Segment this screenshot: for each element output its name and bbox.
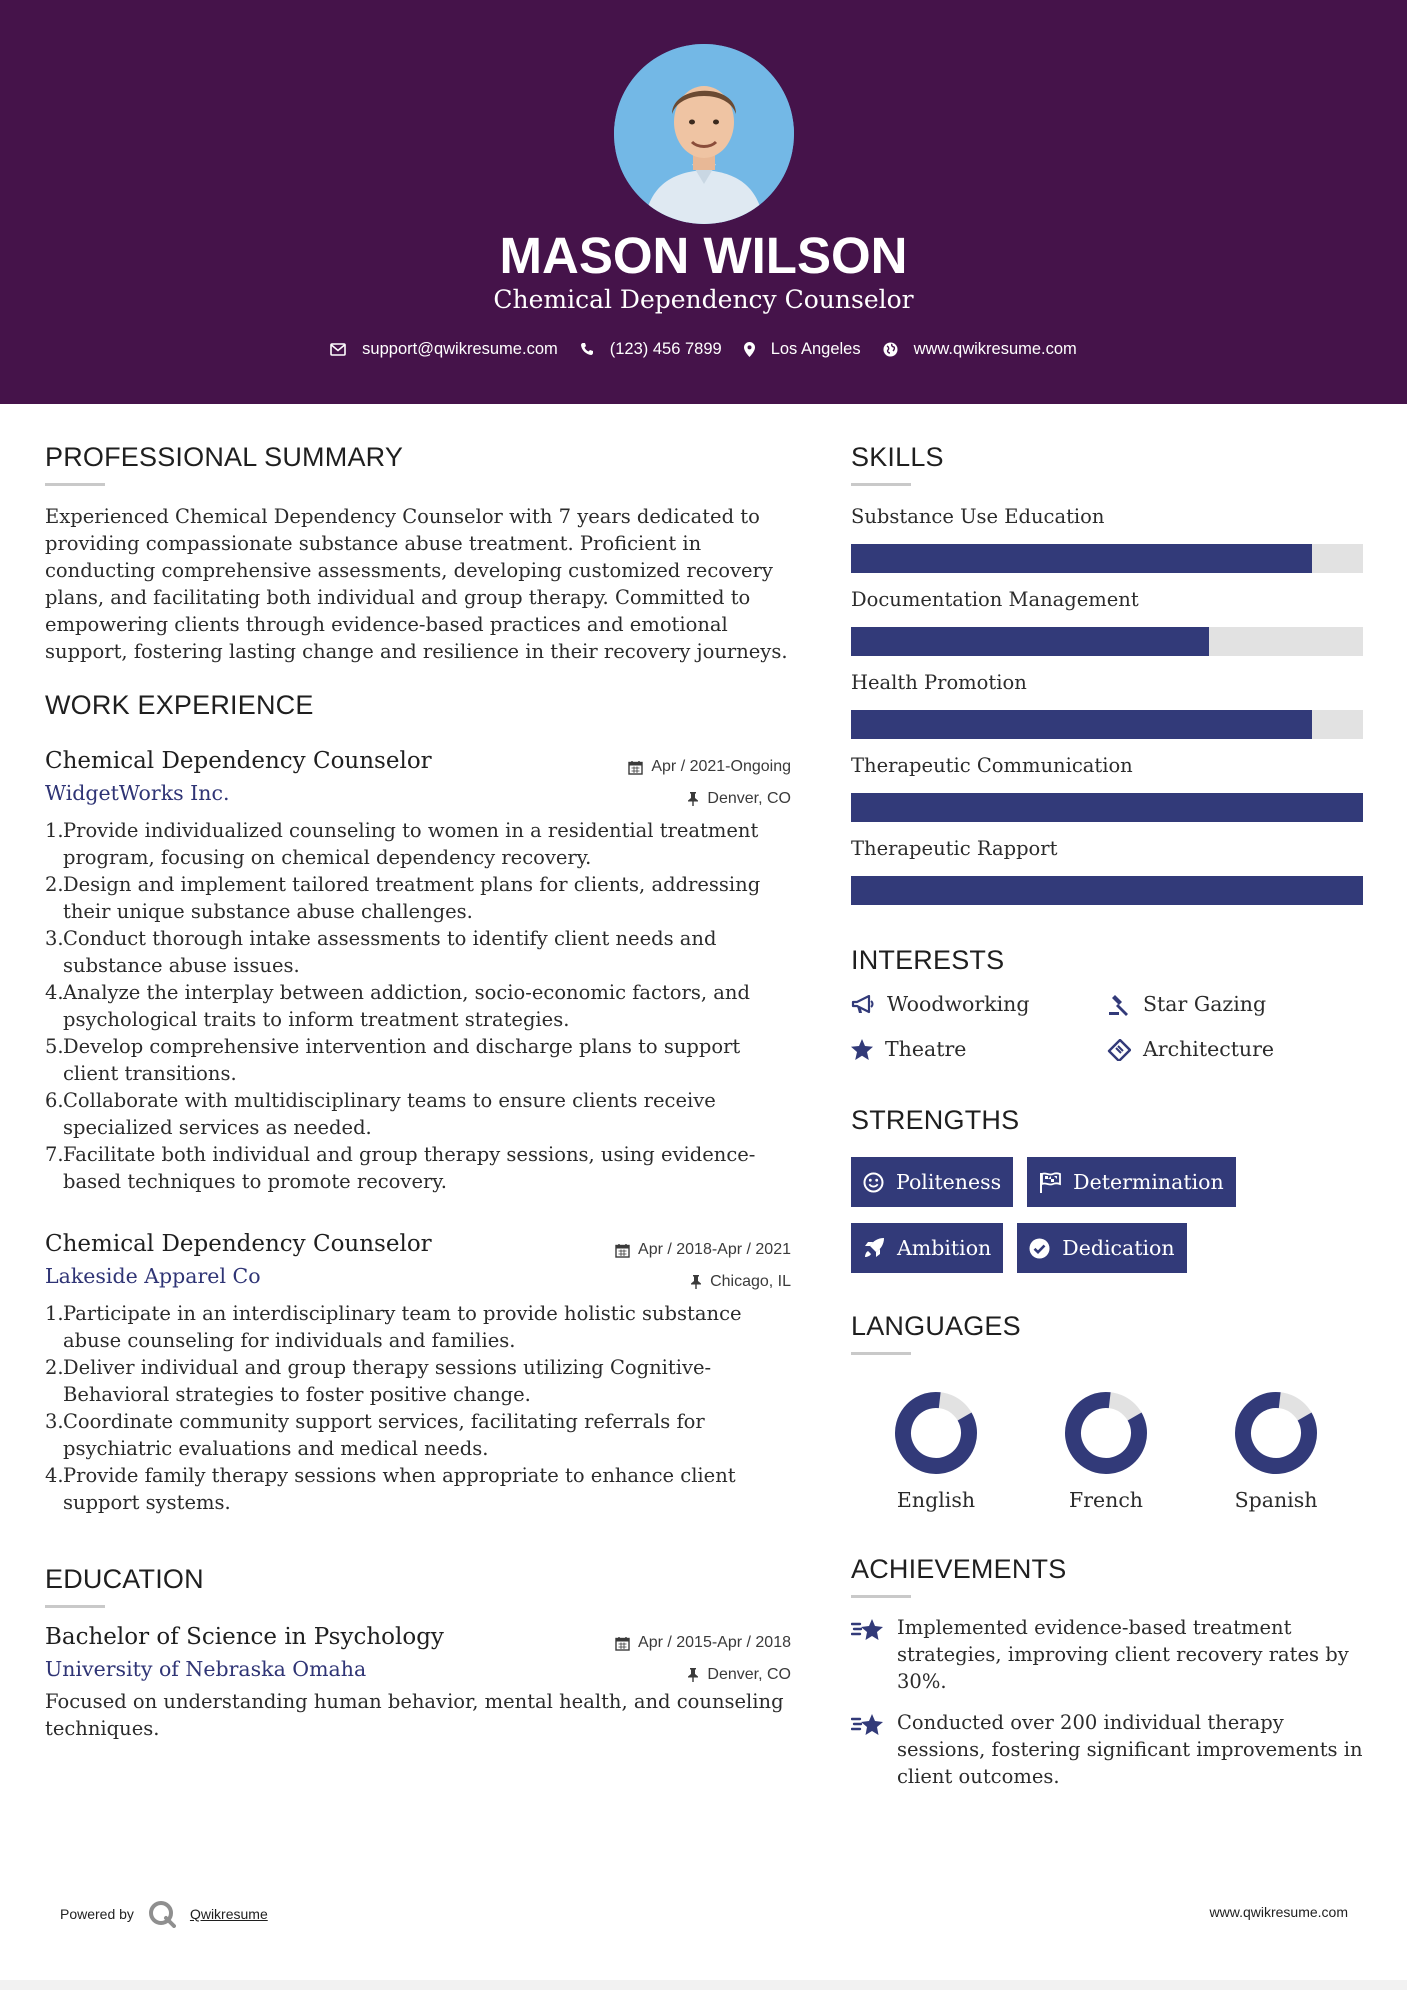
interest-label: Woodworking [887,992,1030,1016]
language-item [1021,1391,1191,1514]
skill-label: Therapeutic Rapport [851,837,1058,860]
avatar-illustration [614,44,794,224]
skill-bar-fill [851,544,1312,573]
education-date [615,1634,791,1652]
job-entry [45,746,791,1195]
language-item [851,1391,1021,1514]
skill-label: Health Promotion [851,671,1027,694]
brand-link[interactable]: Qwikresume [189,1906,268,1922]
job-bullet: 2. Design and implement tailored treatment plans for clients, addressing their unique substance abuse challenges. [45,873,761,923]
contact-phone[interactable] [580,340,722,359]
skill-label: Therapeutic Communication [851,754,1133,777]
contact-website[interactable] [883,340,1077,359]
skill-bar-fill [851,710,1312,739]
skill-item [851,503,1363,573]
job-bullets [45,817,791,1195]
left-column [45,440,791,1742]
skills-list [851,503,1363,905]
language-donut-fill [1064,1391,1148,1475]
job-location [687,790,791,808]
languages-title: LANGUAGES [851,1311,1021,1341]
language-donut-fill [894,1391,978,1475]
summary-text: Experienced Chemical Dependency Counselor with 7 years dedicated to providing compassionate substance abuse treatment. Proficient in conducting comprehensive assessments, developing customized recovery plans, and facilitating both individual and group therapy. Committed to empowering clients through evidence-based practices and emotional support, fostering lasting change and resilience in their recovery journeys. [45,505,788,663]
skills-section [851,440,1363,905]
shooting-star-icon [851,1616,885,1644]
calendar-icon [615,1636,630,1651]
skill-label: Substance Use Education [851,505,1105,528]
right-column [851,440,1363,1790]
company-name: WidgetWorks Inc. [45,781,230,805]
interest-item [1107,991,1363,1018]
job-date-text: Apr / 2021-Ongoing [651,758,791,775]
interest-label: Theatre [885,1037,967,1061]
job-title: Chemical Dependency Counselor [45,1231,432,1257]
smile-icon [863,1172,884,1193]
school-name: University of Nebraska Omaha [45,1657,367,1681]
skill-bar-fill [851,627,1209,656]
page-bottom-strip [0,1980,1407,1990]
phone-icon [580,342,594,356]
contact-bar [0,336,1407,362]
skill-bar-track [851,627,1363,656]
language-level-donut [894,1391,978,1475]
contact-location [744,340,861,359]
section-divider [45,483,105,486]
language-label: English [896,1488,976,1512]
contact-website-text: www.qwikresume.com [913,339,1077,358]
job-bullet: 6. Collaborate with multidisciplinary teams to ensure clients receive specialized services as needed. [45,1089,716,1139]
language-item [1191,1391,1361,1514]
job-bullet: 3. Conduct thorough intake assessments to identify client needs and substance abuse issues. [45,927,717,977]
megaphone-icon [851,995,875,1015]
section-divider [45,1605,105,1608]
powered-by [60,1900,268,1928]
globe-icon [883,342,898,357]
footer-url[interactable]: www.qwikresume.com [1209,1904,1348,1920]
job-bullet: 1. Provide individualized counseling to women in a residential treatment program, focusing on chemical dependency recovery. [45,819,759,869]
interests-list [851,991,1363,1063]
ticket-icon [1107,1039,1131,1061]
pushpin-icon [687,792,699,806]
skill-item [851,752,1363,822]
job-date [628,758,791,776]
contact-location-text: Los Angeles [770,339,861,358]
achievement-text: Conducted over 200 individual therapy sessions, fostering significant improvements in client outcomes. [897,1711,1363,1788]
strengths-title: STRENGTHS [851,1105,1020,1135]
education-location-text: Denver, CO [707,1666,791,1683]
skill-label: Documentation Management [851,588,1139,611]
language-donut-fill [1234,1391,1318,1475]
profile-photo [614,44,794,224]
strengths-list [851,1157,1271,1289]
strength-label: Politeness [896,1170,1002,1194]
summary-section [45,440,791,665]
education-section [45,1562,791,1742]
envelope-icon [330,343,346,356]
skills-title: SKILLS [851,442,944,472]
job-bullet: 7. Facilitate both individual and group therapy sessions, using evidence-based techniques to promote recovery. [45,1143,756,1193]
flag-icon [1039,1172,1061,1193]
contact-email[interactable] [330,340,558,359]
job-entry [45,1229,791,1516]
interest-item [851,991,1107,1018]
achievement-item [851,1709,1363,1790]
skill-bar-track [851,793,1363,822]
job-bullet: 2. Deliver individual and group therapy sessions utilizing Cognitive-Behavioral strategies to foster positive change. [45,1356,712,1406]
skill-item [851,835,1363,905]
section-divider [851,1352,911,1355]
pushpin-icon [687,1668,699,1682]
education-entry [45,1622,791,1742]
interest-item [851,1036,1107,1063]
qwikresume-logo-icon [148,1900,176,1928]
calendar-icon [615,1243,630,1258]
contact-email-text: support@qwikresume.com [362,339,558,358]
section-divider [851,483,911,486]
job-title: Chemical Dependency Counselor [45,748,432,774]
strength-label: Dedication [1062,1236,1175,1260]
achievements-section [851,1552,1363,1790]
section-divider [851,1595,911,1598]
education-date-text: Apr / 2015-Apr / 2018 [638,1634,791,1651]
languages-list [851,1391,1363,1514]
check-circle-icon [1029,1238,1050,1259]
education-title: EDUCATION [45,1564,204,1594]
job-date-text: Apr / 2018-Apr / 2021 [638,1241,791,1258]
interest-label: Architecture [1143,1037,1275,1061]
job-bullet: 1. Participate in an interdisciplinary team to provide holistic substance abuse counseling for individuals and families. [45,1302,742,1352]
resume-header [0,0,1407,404]
experience-section [45,688,791,1516]
job-bullets [45,1300,791,1516]
job-location [690,1273,791,1291]
interests-title: INTERESTS [851,945,1005,975]
map-pin-icon [744,342,755,357]
interest-item [1107,1036,1363,1063]
language-level-donut [1234,1391,1318,1475]
pushpin-icon [690,1275,702,1289]
job-bullet: 4. Provide family therapy sessions when appropriate to enhance client support systems. [45,1464,736,1514]
experience-title: WORK EXPERIENCE [45,690,314,720]
job-bullet: 4. Analyze the interplay between addiction, socio-economic factors, and psychological traits to inform treatment strategies. [45,981,750,1031]
job-location-text: Denver, CO [707,790,791,807]
job-bullet: 5. Develop comprehensive intervention and discharge plans to support client transitions. [45,1035,741,1085]
education-location [687,1666,791,1684]
skill-item [851,586,1363,656]
job-location-text: Chicago, IL [710,1273,791,1290]
strength-badge [851,1223,1003,1273]
skill-bar-track [851,876,1363,905]
strengths-section [851,1103,1363,1289]
shooting-star-icon [851,1711,885,1739]
rocket-icon [863,1237,885,1259]
achievement-item [851,1614,1363,1695]
skill-item [851,669,1363,739]
company-name: Lakeside Apparel Co [45,1264,261,1288]
skill-bar-fill [851,793,1363,822]
candidate-role: Chemical Dependency Counselor [493,285,914,314]
education-description: Focused on understanding human behavior, mental health, and counseling techniques. [45,1690,784,1740]
summary-title: PROFESSIONAL SUMMARY [45,442,404,472]
strength-badge [851,1157,1013,1207]
language-label: French [1068,1488,1144,1512]
gavel-icon [1107,994,1131,1016]
strength-badge [1017,1223,1186,1273]
interest-label: Star Gazing [1143,992,1267,1016]
job-date [615,1241,791,1259]
languages-section [851,1309,1363,1514]
skill-bar-fill [851,876,1363,905]
achievements-title: ACHIEVEMENTS [851,1554,1067,1584]
strength-badge [1027,1157,1236,1207]
achievement-text: Implemented evidence-based treatment strategies, improving client recovery rates by 30%. [897,1616,1349,1693]
interests-section [851,943,1363,1063]
star-icon [851,1039,873,1060]
language-label: Spanish [1234,1488,1318,1512]
skill-bar-track [851,710,1363,739]
calendar-icon [628,760,643,775]
language-level-donut [1064,1391,1148,1475]
candidate-name: MASON WILSON [499,227,908,284]
degree-title: Bachelor of Science in Psychology [45,1624,444,1650]
powered-by-label: Powered by [60,1906,134,1922]
strength-label: Determination [1073,1170,1224,1194]
strength-label: Ambition [897,1236,992,1260]
skill-bar-track [851,544,1363,573]
job-bullet: 3. Coordinate community support services, facilitating referrals for psychiatric evaluations and medical needs. [45,1410,705,1460]
contact-phone-text: (123) 456 7899 [609,339,722,358]
page-footer [0,1890,1407,1930]
